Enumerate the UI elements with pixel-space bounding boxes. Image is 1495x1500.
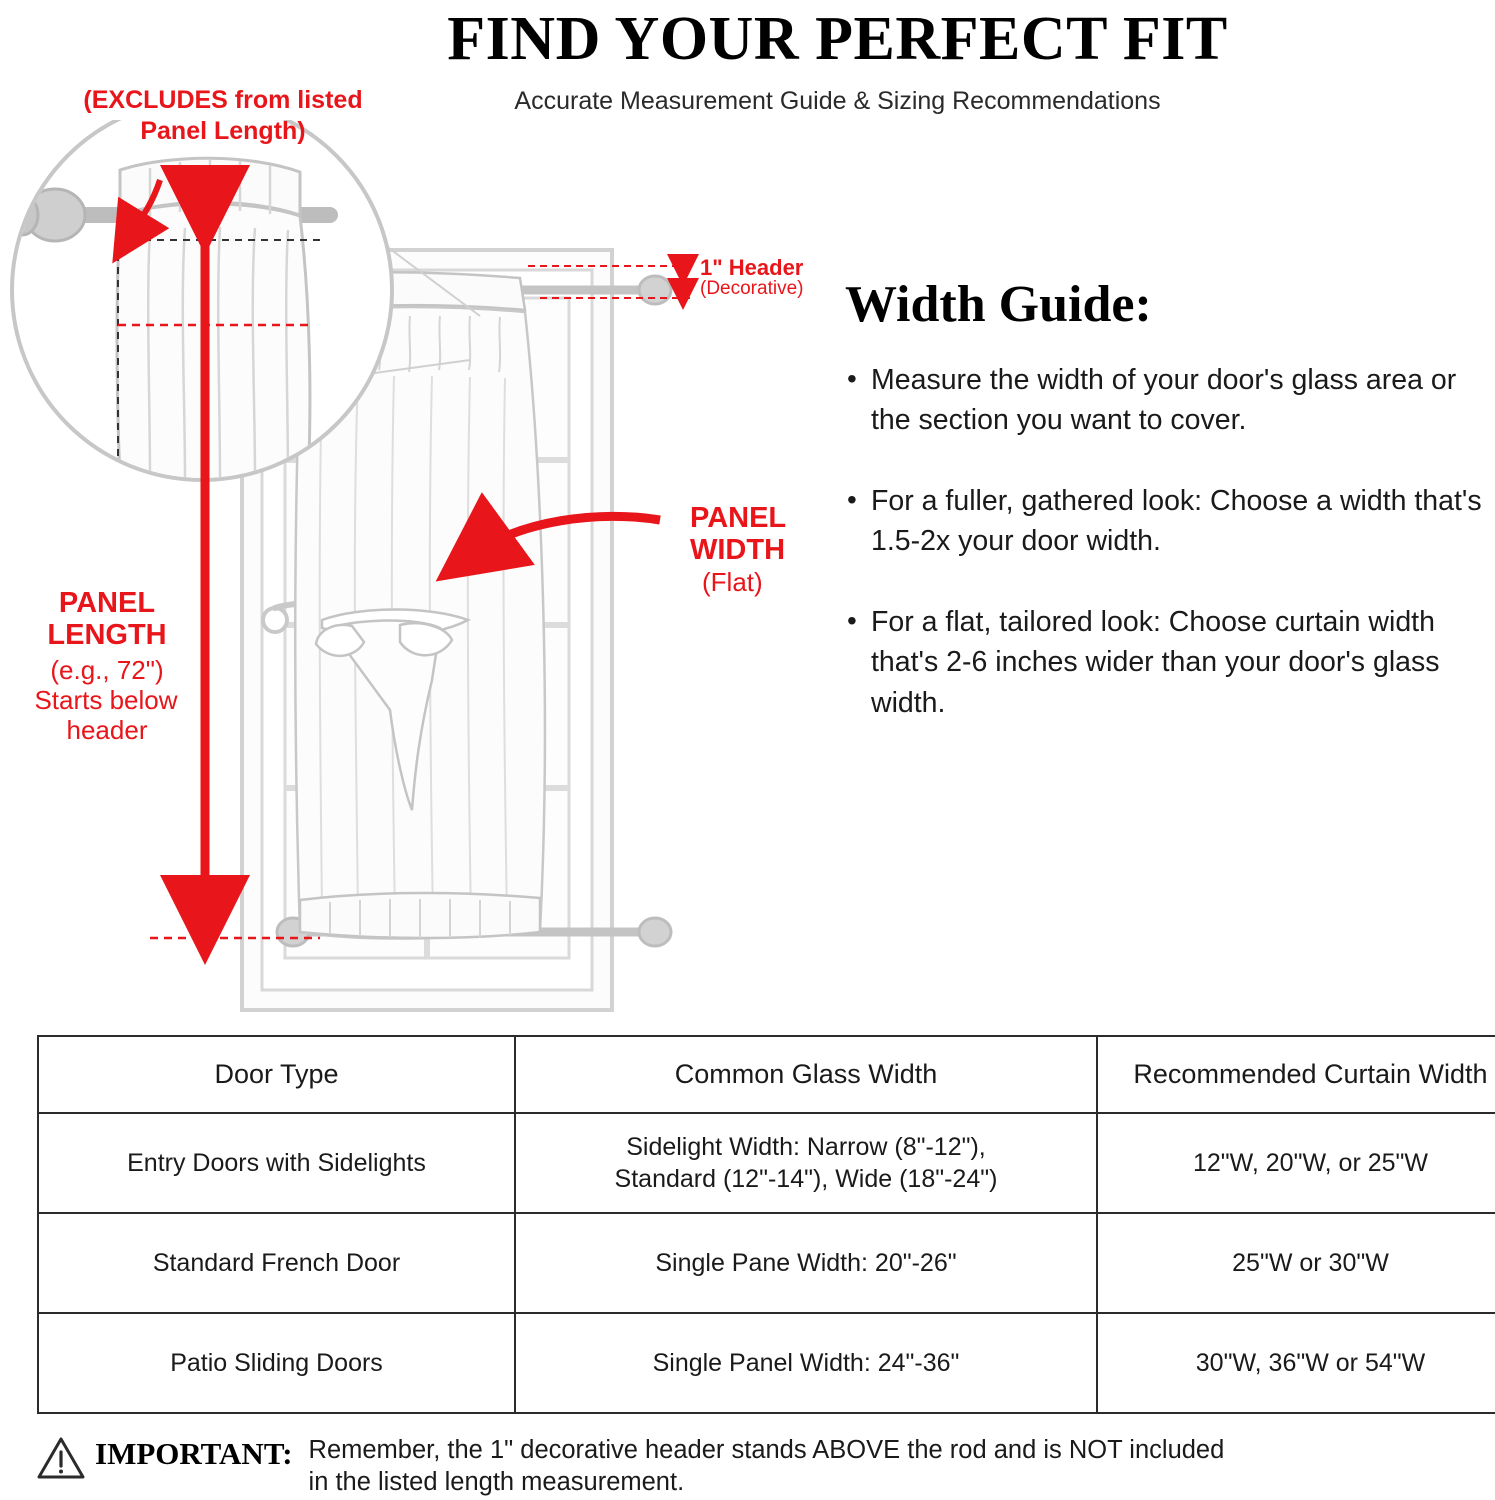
header-label-line2: (Decorative) — [700, 278, 804, 299]
panel-length-label-2: LENGTH — [47, 619, 167, 651]
cell-door-type: Standard French Door — [38, 1213, 515, 1313]
panel-width-label-1: PANEL — [690, 502, 787, 534]
important-text — [309, 1432, 1225, 1499]
cell-glass-width-line2: Standard (12"-14"), Wide (18"-24") — [614, 1165, 998, 1194]
panel-length-label-5: header — [66, 715, 148, 745]
width-guide-section — [845, 275, 1485, 763]
cell-curtain-width: 12"W, 20"W, or 25"W — [1097, 1113, 1495, 1213]
header-label-line1: 1" Header — [700, 255, 804, 280]
cell-glass-width-line1: Sidelight Width: Narrow (8"-12"), — [626, 1132, 986, 1161]
cell-curtain-width: 25"W or 30"W — [1097, 1213, 1495, 1313]
cell-glass-width — [515, 1113, 1097, 1213]
panel-length-label-3: (e.g., 72") — [50, 655, 164, 685]
cell-glass-width: Single Pane Width: 20"-26" — [515, 1213, 1097, 1313]
important-text-line2: in the listed length measurement. — [308, 1468, 685, 1497]
important-note — [37, 1432, 1467, 1499]
page-subtitle: Accurate Measurement Guide & Sizing Recommendations — [514, 87, 1161, 115]
width-guide-bullet-3: • For a flat, tailored look: Choose curtain width that's 2-6 inches wider than your door's glass width. — [845, 602, 1485, 723]
table-row — [38, 1213, 1495, 1313]
width-guide-title: Width Guide: — [845, 276, 1152, 333]
callout-excludes-label: (EXCLUDES from listed Panel Length) — [83, 86, 363, 145]
width-guide-list — [845, 360, 1485, 723]
cell-curtain-width: 30"W, 36"W or 54"W — [1097, 1313, 1495, 1413]
width-guide-bullet-1: • Measure the width of your door's glass area or the section you want to cover. — [845, 360, 1485, 441]
table-row — [38, 1313, 1495, 1413]
column-header-curtain-width: Recommended Curtain Width — [1097, 1036, 1495, 1113]
panel-width-label-2: WIDTH — [690, 534, 786, 566]
panel-width-label-3: (Flat) — [702, 567, 763, 597]
cell-door-type: Entry Doors with Sidelights — [38, 1113, 515, 1213]
column-header-door-type: Door Type — [38, 1036, 515, 1113]
warning-triangle-icon — [37, 1436, 85, 1480]
cell-glass-width: Single Panel Width: 24"-36" — [515, 1313, 1097, 1413]
important-label: IMPORTANT: — [95, 1436, 293, 1471]
panel-length-label-1: PANEL — [58, 587, 156, 619]
column-header-glass-width: Common Glass Width — [515, 1036, 1097, 1113]
page-title: FIND YOUR PERFECT FIT — [447, 5, 1228, 73]
important-text-line1: Remember, the 1" decorative header stands ABOVE the rod and is NOT included — [308, 1436, 1225, 1464]
cell-door-type: Patio Sliding Doors — [38, 1313, 515, 1413]
table-row — [38, 1113, 1495, 1213]
width-guide-bullet-2: • For a fuller, gathered look: Choose a width that's 1.5-2x your door width. — [845, 481, 1485, 562]
panel-length-label-4: Starts below — [34, 685, 178, 715]
table-header-row — [38, 1036, 1495, 1113]
sizing-table — [37, 1035, 1495, 1414]
